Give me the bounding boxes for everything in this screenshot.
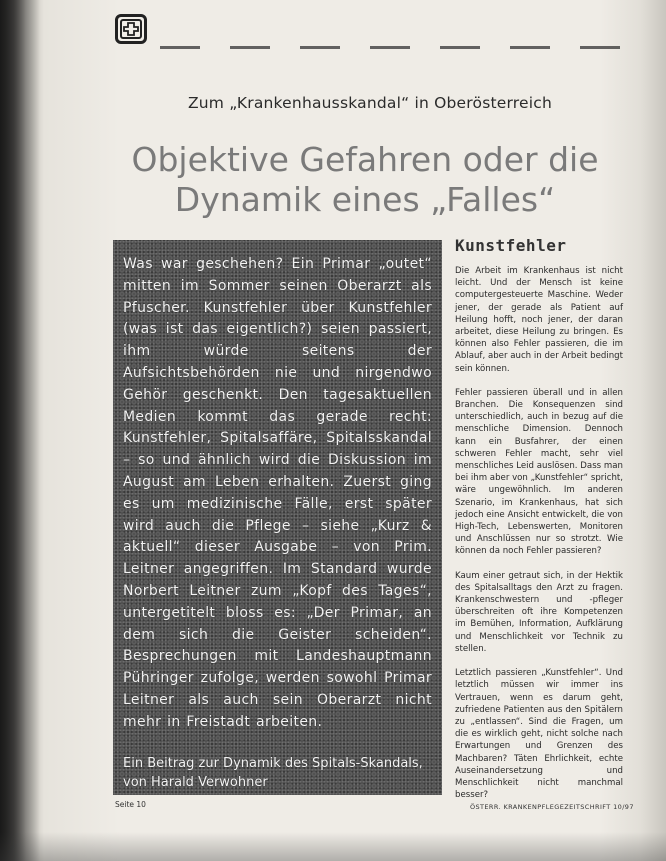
sidebar-column xyxy=(455,236,623,813)
headline-line-1: Objektive Gefahren oder die xyxy=(131,140,599,179)
article-headline xyxy=(110,140,620,220)
page-bottom-edge xyxy=(0,832,666,861)
sidebar-title: Kunstfehler xyxy=(455,236,567,255)
header-rule xyxy=(160,46,630,49)
sidebar-paragraph: Fehler passieren überall und in allen Branchen. Die Konsequenzen sind unterschiedlich, auch in bezug auf die menschliche Dimension. Dennoch kann ein Busfahrer, der einen schweren Fehler macht, sehr viel menschliches Leid auslösen. Dass man bei ihm aber von „Kunstfehler“ spricht, wäre ungewöhnlich. Im anderen Szenario, im Krankenhaus, hat sich jedoch eine Ansicht entwickelt, die von High-Tech, Lebenswerten, Monitoren und Anschlüssen nur so strotzt. Wie können da noch Fehler passieren? xyxy=(455,387,623,557)
sidebar-paragraph: Die Arbeit im Krankenhaus ist nicht leicht. Und der Mensch ist keine computergesteuerte Maschine. Weder jener, der gerade als Patient auf Heilung hofft, noch jener, der daran arbeitet, diese Heilung zu bringen. Es können also Fehler passieren, die im Ablauf, aber auch in der Arbeit bedingt sein können. xyxy=(455,266,623,374)
article-kicker: Zum „Krankenhausskandal“ in Oberösterreich xyxy=(187,94,553,112)
lead-byline: Ein Beitrag zur Dynamik des Spitals-Skandals, von Harald Verwohner xyxy=(123,755,423,790)
headline-line-2: Dynamik eines „Falles“ xyxy=(174,180,556,219)
sidebar-paragraph: Kaum einer getraut sich, in der Hektik des Spitalsalltags den Arzt zu fragen. Krankenschwestern und -pfleger überschreiten oft ihre Kompetenzen im Bemühen, Information, Aufklärung und Menschlichkeit vor Technik zu stellen. xyxy=(455,570,623,654)
lead-box xyxy=(113,240,442,795)
sidebar-paragraph: Letztlich passieren „Kunstfehler“. Und letztlich müssen wir immer ins Vertrauen, wenn es darum geht, zufriedene Patienten aus den Spitälern zu „entlassen“. Sind die Fragen, um die es wirklich geht, nicht solche nach Erwartungen und Grenzen des Machbaren? Täten Ehrlichkeit, echte Auseinandersetzung und Menschlichkeit nicht manchmal besser? xyxy=(455,668,623,801)
page-number: Seite 10 xyxy=(115,800,146,809)
cross-logo-icon xyxy=(115,14,147,44)
magazine-footer: ÖSTERR. KRANKENPFLEGEZEITSCHRIFT 10/97 xyxy=(470,803,634,811)
lead-text: Was war geschehen? Ein Primar „outet“ mitten im Sommer seinen Oberarzt als Pfuscher. Kunstfehler über Kunstfehler (was ist das eigentlich?) seien passiert, ihm würde seitens der Aufsichtsbehörden nie und nirgendwo Gehör geschenkt. Den tagesaktuellen Medien kommt das gerade recht: Kunstfehler, Spitalsaffäre, Spitalsskandal – so und ähnlich wird die Diskussion im August am Leben erhalten. Zuerst ging es um medizinische Fälle, erst später wird auch die Pflege – siehe „Kurz & aktuell“ dieser Ausgabe – von Prim. Leitner angegriffen. Im Standard wurde Norbert Leitner zum „Kopf des Tages“, untergetitelt bloss es: „Der Primar, an dem sich die Geister scheiden“. Besprechungen mit Landeshauptmann Pühringer zufolge, werden sowohl Primar Leitner als auch sein Oberarzt nicht mehr in Freistadt arbeiten. xyxy=(123,256,432,730)
book-spine-shadow xyxy=(0,0,40,861)
